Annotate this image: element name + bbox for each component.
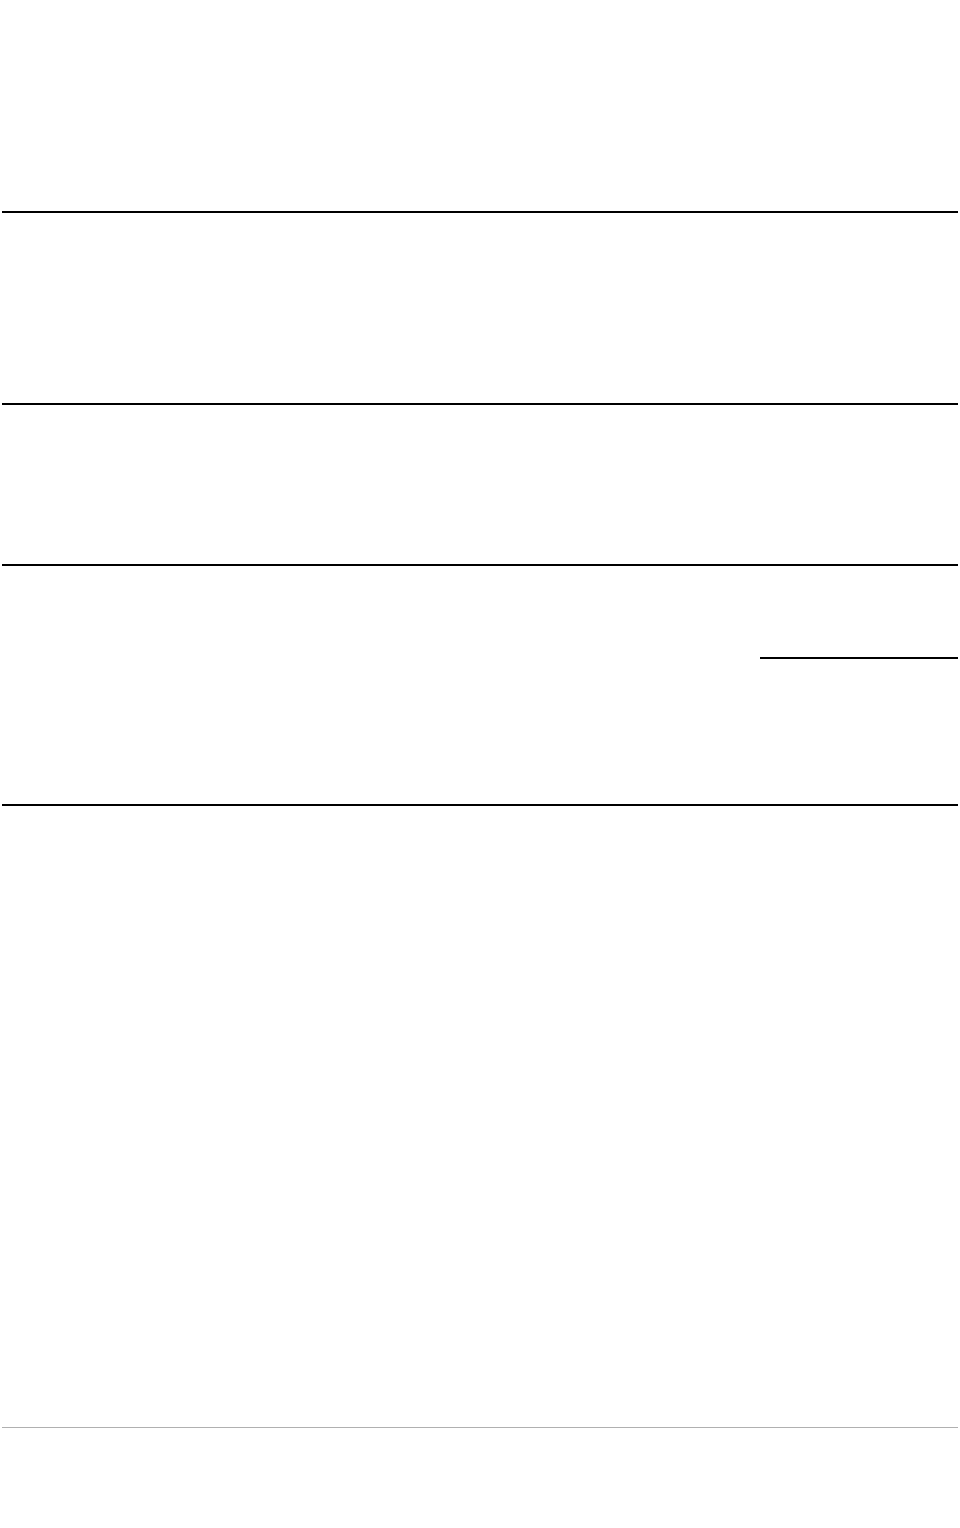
table-rule-k4 bbox=[2, 804, 958, 806]
table-rule-zastavene bbox=[2, 211, 958, 213]
footer-rule bbox=[2, 1427, 958, 1428]
table-rule-obestaveny bbox=[2, 403, 958, 405]
total-rule bbox=[760, 657, 958, 659]
table-rule-summary bbox=[2, 564, 958, 566]
